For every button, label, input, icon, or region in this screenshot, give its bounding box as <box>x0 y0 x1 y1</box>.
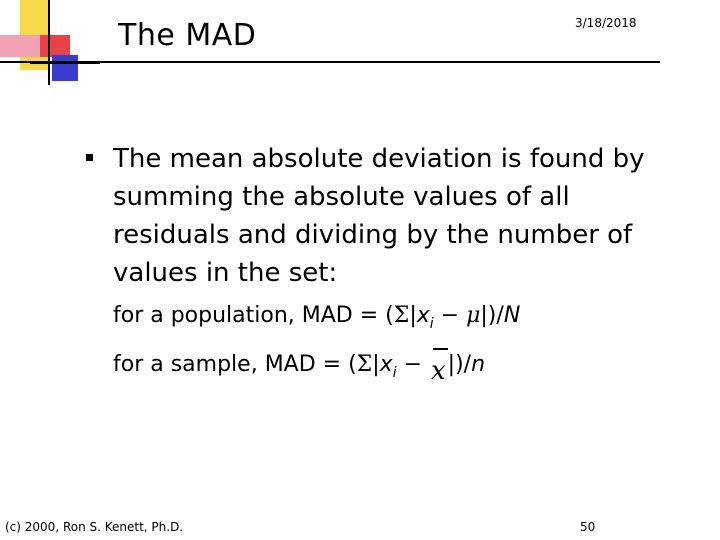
title-rule <box>0 61 660 63</box>
bullet-marker <box>86 154 93 161</box>
formula-population: for a population, MAD = $(\Sigma|x_i - \mu|)/N$ <box>113 303 521 332</box>
slide-date: 3/18/2018 <box>575 16 637 30</box>
x-bar-symbol: x <box>431 356 446 386</box>
title-decoration <box>0 0 110 90</box>
slide-title: The MAD <box>118 18 257 53</box>
formula-sample: for a sample, MAD = $(\Sigma|x_i - x|)/n$ <box>113 352 486 386</box>
footer-copyright: (c) 2000, Ron S. Kenett, Ph.D. <box>5 520 184 534</box>
page-number: 50 <box>580 520 596 534</box>
bullet-text: The mean absolute deviation is found by summing the absolute values of all residuals and dividing by the number of values in the set: <box>113 144 645 288</box>
